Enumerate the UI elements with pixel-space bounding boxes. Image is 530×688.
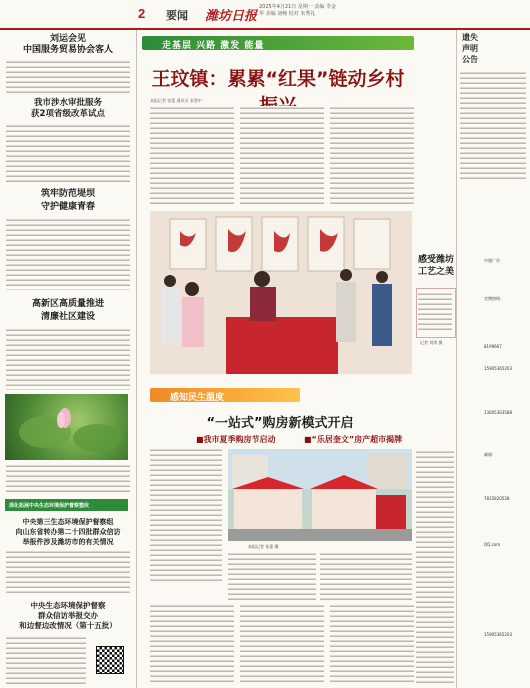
left-article-5-text (6, 550, 130, 596)
section-title: 要闻 (166, 9, 188, 22)
notice-column (458, 32, 528, 175)
feel-caption-text (418, 292, 452, 332)
main-text-col-1 (150, 106, 234, 206)
left-headline-4: 高新区高质量推进 清廉社区建设 (31, 299, 104, 322)
livelihood-banner-text: 感知民生温度 (170, 393, 225, 403)
left-article-4-text (6, 328, 130, 390)
phone-1: 8199667 (484, 344, 502, 349)
newspaper-brand: 潍坊日报 (205, 9, 258, 24)
notice-title: 遗失 声明 公告 (462, 33, 478, 64)
left-article-6-text (6, 636, 86, 684)
housing-photo-caption: 本报记者 张蕾 摄 (248, 544, 279, 549)
phone-2: 15905365203 (484, 366, 512, 371)
housing-text-col-2 (228, 552, 316, 600)
left-headline-2: 我市涉水审批服务 获2项省级改革试点 (31, 98, 105, 119)
housing-text-col-4 (150, 604, 234, 684)
left-article-2-text (6, 124, 130, 182)
phone-4: 7815820528 (484, 496, 510, 501)
column-divider (136, 30, 137, 688)
craft-exhibition-photo (150, 211, 412, 374)
left-headline-1: 刘运会见 中国服务贸易协会客人 (22, 34, 113, 55)
phone-5: 15905365203 (484, 632, 512, 637)
housing-subhead-left: ■我市夏季购房节启动 (196, 435, 276, 444)
housing-text-col-3 (320, 552, 412, 600)
housing-text-col-6 (330, 604, 414, 684)
qr-code-icon (96, 646, 124, 674)
main-byline: 本报记者 张蕾 通讯员 张慧中 (150, 98, 202, 103)
housing-headline: “一站式”购房新模式开启 (206, 416, 354, 431)
date-line: 2025年4月21日 星期一 责编 李金华 美编 刘畅 校对 朱秀礼 (259, 4, 337, 17)
phone-3: 13605363588 (484, 410, 512, 415)
feel-credit: 记者 刘涛 摄 (420, 340, 443, 345)
livelihood-banner (150, 388, 300, 402)
housing-subhead-right: ■“乐居奎文”房产超市揭牌 (304, 435, 403, 444)
main-text-col-2 (240, 106, 324, 206)
lotus-caption (6, 464, 130, 494)
housing-text-col-1 (150, 448, 222, 584)
main-headline: 王玟镇：累累“红果”链动乡村 (151, 68, 405, 90)
qq-line: QQ.com (484, 542, 501, 547)
green-banner (5, 499, 128, 511)
housing-text-col-5 (240, 604, 324, 684)
left-article-1-text (6, 60, 130, 94)
center-banner (142, 36, 414, 50)
page-number: 2 (138, 6, 146, 21)
feel-headline: 感受潍坊 工艺之美 (418, 255, 455, 277)
left-headline-5: 中央第三生态环境保护督察组 向山东省转办第二十四批群众信访 举报件涉及潍坊市的有关情况 (15, 518, 121, 546)
green-banner-text: 深化拓展中央生态环境保护督察整改 (9, 503, 90, 509)
housing-text-col-7 (416, 450, 454, 684)
housing-fair-photo (228, 449, 412, 541)
center-banner-text: 走基层 兴路 激发 能量 (162, 41, 265, 51)
right-divider (456, 30, 457, 688)
notice-text (460, 71, 526, 181)
email-label: 邮箱： (484, 452, 496, 457)
left-headline-6: 中央生态环境保护督察 群众信访举报交办 和边督边改情况（第十五批） (19, 601, 117, 630)
page-header (0, 0, 530, 30)
hotline-label: 官博热线： (484, 296, 504, 301)
lotus-photo (5, 394, 128, 460)
main-text-col-3 (330, 106, 414, 206)
left-headline-3: 筑牢防范堤坝 守护健康青春 (40, 189, 95, 212)
left-article-3-text (6, 218, 130, 290)
ad-title: 中缝广告 (484, 258, 500, 263)
